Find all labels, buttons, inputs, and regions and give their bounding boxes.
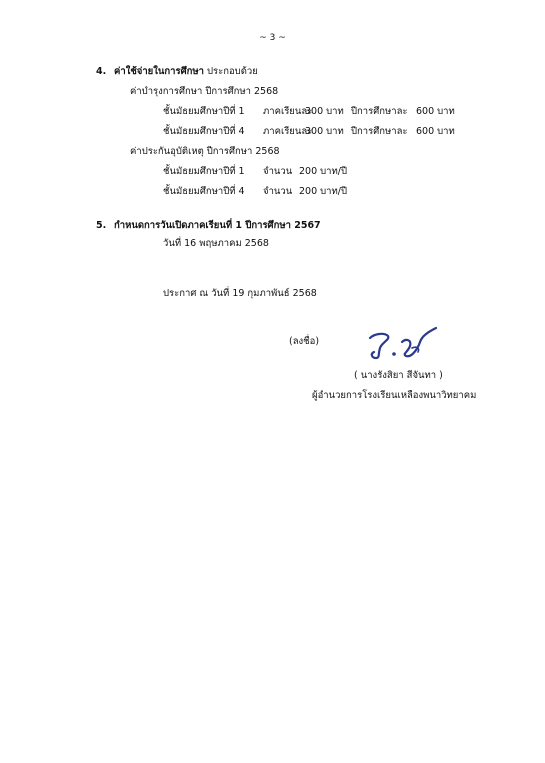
maintenance-row-1-term-label: ภาคเรียนละ [263,106,313,117]
maintenance-row-1-term-amount: 300 บาท [305,106,344,117]
handwritten-signature [362,318,442,368]
maintenance-row-1-year-amount: 600 บาท [416,106,455,117]
announcement-date: ประกาศ ณ วันที่ 19 กุมภาพันธ์ 2568 [163,288,317,299]
insurance-row-1-label: จำนวน [263,166,293,177]
maintenance-row-1-grade: ชั้นมัธยมศึกษาปีที่ 1 [163,106,245,117]
maintenance-row-2-grade: ชั้นมัธยมศึกษาปีที่ 4 [163,126,245,137]
section4-number: 4. [96,66,107,77]
insurance-row-2-label: จำนวน [263,186,293,197]
insurance-row-2-amount: 200 บาท/ปี [299,186,348,197]
maintenance-row-2-term-amount: 300 บาท [305,126,344,137]
section4-heading [114,66,258,78]
section4-heading-bold: ค่าใช้จ่ายในการศึกษา [114,66,204,77]
section4-heading-rest: ประกอบด้วย [206,66,258,77]
signature-dot [392,352,396,356]
insurance-row-1-amount: 200 บาท/ปี [299,166,348,177]
section5-heading: กำหนดการวันเปิดภาคเรียนที่ 1 ปีการศึกษา 2567 [114,220,321,231]
signer-title: ผู้อำนวยการโรงเรียนเหลืองพนาวิทยาคม [312,390,477,401]
page-number: ~ 3 ~ [259,33,286,43]
maintenance-row-2-year-label: ปีการศึกษาละ [351,126,408,137]
signature-stroke-1 [370,334,388,358]
maintenance-row-2-term-label: ภาคเรียนละ [263,126,313,137]
section5-number: 5. [96,220,107,231]
insurance-row-2-grade: ชั้นมัธยมศึกษาปีที่ 4 [163,186,245,197]
signer-name: ( นางรังสิยา สีจันทา ) [354,370,443,381]
sign-label: (ลงชื่อ) [289,336,320,347]
signature-stroke-2 [402,328,436,356]
maintenance-fee-title: ค่าบำรุงการศึกษา ปีการศึกษา 2568 [130,86,279,97]
maintenance-row-1-year-label: ปีการศึกษาละ [351,106,408,117]
opening-date: วันที่ 16 พฤษภาคม 2568 [163,238,269,249]
insurance-row-1-grade: ชั้นมัธยมศึกษาปีที่ 1 [163,166,245,177]
maintenance-row-2-year-amount: 600 บาท [416,126,455,137]
accident-insurance-title: ค่าประกันอุบัติเหตุ ปีการศึกษา 2568 [130,146,280,157]
